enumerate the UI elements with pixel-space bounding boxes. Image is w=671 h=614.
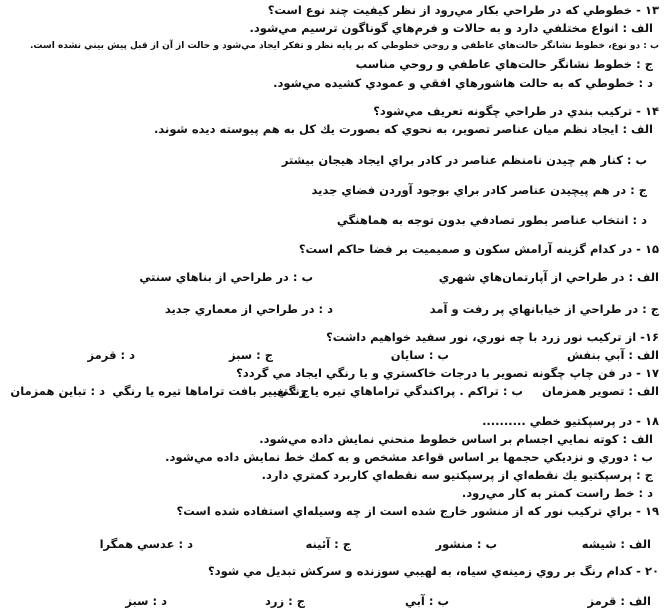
q15-question: ۱۵ - در كدام گزينه آرامش سكون و صميميت بر فضا حاكم است؟ [298,242,659,256]
q15-option-a: الف : در طراحي از آپارتمان‌هاي شهري [438,270,659,284]
q19-option-d: د : عدسي همگرا [99,537,193,551]
q13-option-c: ج : خطوط نشانگر حالت‌هاي عاطفي و روحي مناسب [355,57,653,71]
q13-option-d: د : خطوطي كه به حالت هاشورهاي افقي و عمودي كشيده مي‌شود. [273,76,653,90]
q20-option-c: ج : زرد [264,594,305,608]
q20-question: ۲۰ - كدام رنگ بر روي زمينه‌ي سياه، به لهيبي سوزنده و سركش تبديل مي شود؟ [208,564,659,578]
q17-option-a: الف : تصوير همزمان [542,384,659,398]
q15-option-d: د : در طراحي از معماري جديد [164,302,333,316]
q15-option-b: ب : در طراحي از بناهاي سنتي [139,270,313,284]
q18-option-b: ب : دوري و نزديكي حجمها بر اساس قواعد مشخص و به كمك خط نمايش داده مي‌شود. [165,450,653,464]
q17-question: ۱۷ - در فن چاپ چگونه تصوير با درجات خاكستري و يا رنگي ايجاد مي گردد؟ [236,366,659,380]
q15-option-c: ج : در طراحي از خيابانهاي پر رفت و آمد [429,302,659,316]
q18-option-a: الف : كوته نمايي اجسام بر اساس خطوط منحني نمايش داده مي‌شود. [259,432,653,446]
q16-option-b: ب : سايان [390,348,449,362]
q17-option-c: ج : تغيير بافت تراماها تيره يا رنگي [112,384,309,398]
q19-question: ۱۹ - براي تركيب نور كه از منشور خارج شده است از چه وسيله‌اي استفاده شده است؟ [176,504,659,518]
q14-question: ۱۴ - تركيب بندي در طراحي چگونه تعريف مي‌شود؟ [373,104,659,118]
q16-option-a: الف : آبي بنفش [566,348,659,362]
q20-option-d: د : سبز [125,594,167,608]
q20-option-b: ب : آبي [404,594,449,608]
q14-option-a: الف : ايجاد نظم ميان عناصر تصوير، به نحوي كه بصورت يك كل به هم پيوسته ديده شوند. [153,122,653,136]
q19-option-a: الف : شيشه [581,537,651,551]
q19-option-c: ج : آئينه [305,537,351,551]
q14-option-b: ب : كنار هم چيدن نامنظم عناصر در كادر براي ايجاد هيجان بيشتر [281,153,647,167]
q17-option-d: د : تباين همزمان [10,384,105,398]
q18-option-c: ج : پرسپكتيو يك نقطه‌اي از پرسپكتيو سه نقطه‌اي كاربرد كمتري دارد. [261,468,653,482]
q20-option-a: الف : قرمز [587,594,651,608]
q16-question: ۱۶- از تركيب نور زرد با چه نوري، نور سفيد خواهيم داشت؟ [326,330,659,344]
q16-option-c: ج : سبز [228,348,273,362]
q13-option-b: ب : دو نوع، خطوط نشانگر حالت‌هاي عاطفي و روحي خطوطي كه بر پايه نظر و تفكر ايجاد مي‌شود و حالت از آن از قبل پيش بيني نشده است. [29,41,659,51]
q16-option-d: د : قرمز [87,348,135,362]
q13-option-a: الف : انواع مختلفي دارد و به حالات و فرم‌هاي گوناگون ترسيم مي‌شود. [249,21,653,35]
q13-question: ۱۳ - خطوطي كه در طراحي بكار مي‌رود از نظر كيفيت چند نوع است؟ [267,3,659,17]
q14-option-d: د : انتخاب عناصر بطور تصادفي بدون توجه به هماهنگي [336,213,647,227]
q18-option-d: د : خط راست كمتر به كار مي‌رود. [461,486,653,500]
q19-option-b: ب : منشور [435,537,497,551]
q17-option-b: ب : تراكم . پراكندگي تراماهاي تيره يا رنگي [277,384,523,398]
q18-question: ۱۸ - در پرسپكتيو خطي .......... [482,414,659,428]
q14-option-c: ج : در هم پيچيدن عناصر كادر براي بوجود آوردن فضاي جديد [311,183,647,197]
